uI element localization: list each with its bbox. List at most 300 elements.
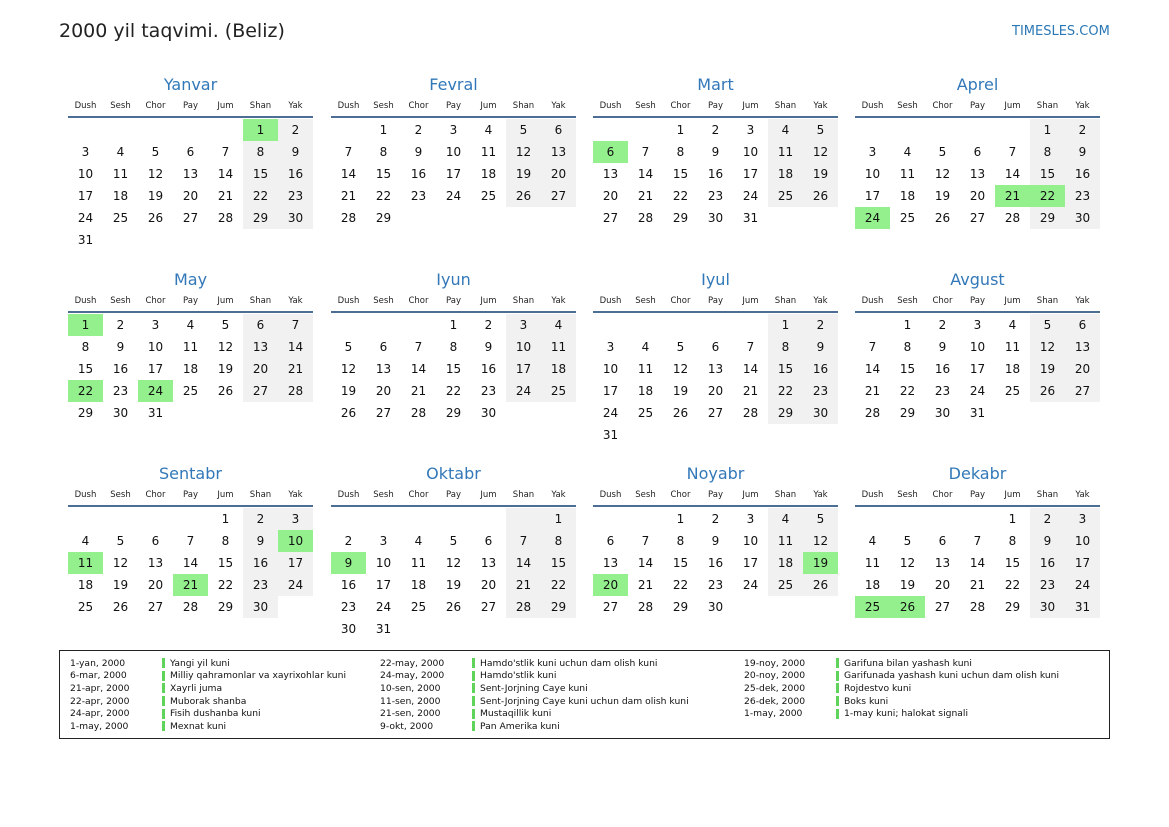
day-cell: 16: [243, 552, 278, 574]
day-cell: 5: [938, 145, 947, 159]
weekday-label: Jum: [217, 101, 234, 111]
week-row: [593, 424, 838, 446]
day-cell: 19: [112, 578, 129, 592]
day-cell: 30: [278, 207, 313, 229]
weekday-header: [593, 485, 838, 507]
weekday-label: Shan: [249, 101, 272, 111]
weekday-label: Jum: [1004, 296, 1021, 306]
day-cell: 20: [243, 358, 278, 380]
empty-cell: [471, 207, 506, 229]
holiday-date: 6-mar, 2000: [70, 670, 127, 682]
day-cell: 19: [899, 578, 916, 592]
weekday-label: Dush: [599, 101, 622, 111]
holiday-date: 24-apr, 2000: [70, 708, 130, 720]
day-cell: 29: [445, 406, 462, 420]
day-cell: 2: [711, 512, 720, 526]
legend-item: [380, 707, 689, 720]
empty-cell: [541, 207, 576, 229]
month-yanvar: [68, 74, 313, 251]
weekday-label: Shan: [774, 490, 797, 500]
day-cell: 3: [379, 534, 388, 548]
week-row: [855, 207, 1100, 229]
day-cell: 7: [746, 340, 755, 354]
month-name: Fevral: [429, 75, 478, 94]
weekday-label: Sesh: [373, 296, 394, 306]
week-row: [593, 552, 838, 574]
day-cell: 9: [1030, 530, 1065, 552]
legend-item: [380, 695, 689, 708]
empty-cell: [208, 119, 243, 141]
day-cell: 2: [1030, 508, 1065, 530]
month-name: Avgust: [950, 270, 1005, 289]
day-cell: 11: [768, 530, 803, 552]
empty-cell: [890, 508, 925, 530]
day-cell: 11: [480, 145, 497, 159]
day-cell: 2: [1065, 119, 1100, 141]
day-cell: 2: [803, 314, 838, 336]
day-cell: 10: [1065, 530, 1100, 552]
empty-cell: [208, 402, 243, 424]
day-cell: 13: [375, 362, 392, 376]
day-cell: 14: [217, 167, 234, 181]
holiday-marker-icon: [472, 658, 475, 668]
week-row: [855, 530, 1100, 552]
day-cell: 28: [278, 380, 313, 402]
legend-item: [70, 707, 346, 720]
day-cell: 19: [340, 384, 357, 398]
day-cell: 23: [278, 185, 313, 207]
weekday-label: Pay: [970, 101, 985, 111]
weekday-label: Sesh: [897, 296, 918, 306]
empty-cell: [995, 119, 1030, 141]
legend-item: [70, 670, 346, 683]
weekday-label: Sesh: [635, 490, 656, 500]
month-may: [68, 269, 313, 424]
empty-cell: [103, 119, 138, 141]
day-cell: 14: [340, 167, 357, 181]
legend-item: [70, 657, 346, 670]
page-title: 2000 yil taqvimi. (Beliz): [59, 20, 285, 42]
weekday-label: Sesh: [635, 296, 656, 306]
day-cell: 20: [375, 384, 392, 398]
day-cell: 27: [147, 600, 164, 614]
weekday-label: Yak: [1075, 490, 1090, 500]
day-cell: 18: [77, 578, 94, 592]
empty-cell: [803, 596, 838, 618]
weekday-header: [855, 291, 1100, 313]
day-cell: 28: [969, 600, 986, 614]
holiday-date: 9-okt, 2000: [380, 720, 434, 732]
day-cell: 16: [410, 167, 427, 181]
day-cell: 25: [768, 574, 803, 596]
empty-cell: [733, 424, 768, 446]
month-noyabr: [593, 463, 838, 618]
day-cell: 5: [221, 318, 230, 332]
day-cell: 17: [742, 167, 759, 181]
empty-cell: [925, 508, 960, 530]
day-cell: 28: [182, 600, 199, 614]
day-cell: 21: [742, 384, 759, 398]
day-cell: 8: [1008, 534, 1017, 548]
empty-cell: [401, 508, 436, 530]
day-cell: 7: [278, 314, 313, 336]
weekday-label: Pay: [970, 490, 985, 500]
weekday-label: Chor: [932, 101, 953, 111]
day-cell: 1: [676, 512, 685, 526]
week-row: [593, 530, 838, 552]
day-cell: 1: [1030, 119, 1065, 141]
weekday-header: [68, 485, 313, 507]
month-name: Dekabr: [948, 464, 1007, 483]
day-cell: 18: [768, 163, 803, 185]
empty-cell: [663, 314, 698, 336]
day-cell: 4: [81, 534, 90, 548]
day-cell: 6: [606, 534, 615, 548]
day-cell: 30: [112, 406, 129, 420]
day-cell: 30: [707, 600, 724, 614]
holiday-marker-icon: [162, 658, 165, 668]
day-cell: 19: [803, 552, 838, 574]
day-cell: 20: [480, 578, 497, 592]
day-cell: 20: [593, 574, 628, 596]
day-cell: 12: [445, 556, 462, 570]
empty-cell: [628, 119, 663, 141]
day-cell: 21: [506, 574, 541, 596]
weekday-label: Dush: [337, 490, 360, 500]
day-cell: 23: [934, 384, 951, 398]
day-cell: 29: [243, 207, 278, 229]
day-cell: 30: [803, 402, 838, 424]
day-cell: 25: [899, 211, 916, 225]
weekday-label: Sesh: [110, 101, 131, 111]
day-cell: 29: [541, 596, 576, 618]
day-cell: 7: [973, 534, 982, 548]
day-cell: 21: [969, 578, 986, 592]
day-cell: 18: [768, 552, 803, 574]
day-cell: 13: [602, 167, 619, 181]
day-cell: 13: [480, 556, 497, 570]
day-cell: 15: [768, 358, 803, 380]
day-cell: 4: [1008, 318, 1017, 332]
empty-cell: [208, 229, 243, 251]
week-row: [68, 163, 313, 185]
day-cell: 24: [138, 380, 173, 402]
day-cell: 6: [973, 145, 982, 159]
day-cell: 16: [707, 556, 724, 570]
weekday-label: Sesh: [897, 490, 918, 500]
day-cell: 9: [711, 534, 720, 548]
week-row: [331, 358, 576, 380]
day-cell: 16: [480, 362, 497, 376]
week-row: [855, 358, 1100, 380]
day-cell: 27: [969, 211, 986, 225]
day-cell: 9: [278, 141, 313, 163]
legend-item: [70, 695, 346, 708]
day-cell: 3: [1065, 508, 1100, 530]
day-cell: 1: [541, 508, 576, 530]
day-cell: 21: [995, 185, 1030, 207]
empty-cell: [401, 618, 436, 640]
day-cell: 5: [803, 508, 838, 530]
day-cell: 1: [68, 314, 103, 336]
weekday-label: Jum: [1004, 101, 1021, 111]
week-row: [331, 574, 576, 596]
day-cell: 11: [899, 167, 916, 181]
week-row: [68, 141, 313, 163]
day-cell: 15: [217, 556, 234, 570]
day-cell: 17: [147, 362, 164, 376]
holiday-date: 1-may, 2000: [744, 708, 803, 720]
day-cell: 9: [803, 336, 838, 358]
month-name: Iyul: [701, 270, 730, 289]
day-cell: 25: [77, 600, 94, 614]
day-cell: 22: [672, 578, 689, 592]
empty-cell: [768, 424, 803, 446]
empty-cell: [593, 508, 628, 530]
day-cell: 23: [707, 189, 724, 203]
month-oktabr: [331, 463, 576, 640]
week-row: [855, 141, 1100, 163]
weekday-label: Sesh: [373, 101, 394, 111]
day-cell: 19: [147, 189, 164, 203]
weekday-label: Dush: [74, 490, 97, 500]
week-row: [68, 402, 313, 424]
day-cell: 21: [864, 384, 881, 398]
legend-item: [380, 670, 689, 683]
week-row: [68, 185, 313, 207]
day-cell: 18: [637, 384, 654, 398]
day-cell: 12: [803, 141, 838, 163]
holiday-date: 19-noy, 2000: [744, 657, 806, 669]
weekday-label: Sesh: [897, 101, 918, 111]
day-cell: 26: [803, 185, 838, 207]
holiday-date: 10-sen, 2000: [380, 682, 441, 694]
month-avgust: [855, 269, 1100, 424]
day-cell: 15: [1030, 163, 1065, 185]
weekday-label: Dush: [337, 101, 360, 111]
weekday-label: Shan: [774, 296, 797, 306]
day-cell: 7: [414, 340, 423, 354]
day-cell: 21: [217, 189, 234, 203]
day-cell: 1: [1008, 512, 1017, 526]
day-cell: 8: [676, 534, 685, 548]
day-cell: 25: [480, 189, 497, 203]
day-cell: 22: [243, 185, 278, 207]
day-cell: 1: [243, 119, 278, 141]
holiday-marker-icon: [836, 683, 839, 693]
week-row: [331, 185, 576, 207]
day-cell: 23: [480, 384, 497, 398]
day-cell: 1: [903, 318, 912, 332]
weekday-label: Pay: [183, 101, 198, 111]
day-cell: 13: [147, 556, 164, 570]
day-cell: 8: [676, 145, 685, 159]
day-cell: 8: [768, 336, 803, 358]
day-cell: 21: [173, 574, 208, 596]
day-cell: 7: [344, 145, 353, 159]
day-cell: 16: [707, 167, 724, 181]
day-cell: 16: [340, 578, 357, 592]
day-cell: 2: [414, 123, 423, 137]
weekday-label: Dush: [337, 296, 360, 306]
weekday-label: Dush: [599, 296, 622, 306]
month-mart: [593, 74, 838, 229]
day-cell: 14: [410, 362, 427, 376]
day-cell: 27: [182, 211, 199, 225]
day-cell: 13: [182, 167, 199, 181]
day-cell: 18: [1004, 362, 1021, 376]
week-row: [331, 618, 576, 640]
day-cell: 5: [449, 534, 458, 548]
day-cell: 2: [116, 318, 125, 332]
day-cell: 29: [1030, 207, 1065, 229]
day-cell: 4: [768, 119, 803, 141]
week-row: [855, 163, 1100, 185]
month-name: Iyun: [436, 270, 471, 289]
week-row: [593, 119, 838, 141]
day-cell: 25: [637, 406, 654, 420]
week-row: [331, 141, 576, 163]
week-row: [331, 596, 576, 618]
day-cell: 23: [707, 578, 724, 592]
empty-cell: [366, 508, 401, 530]
day-cell: 31: [602, 428, 619, 442]
day-cell: 25: [112, 211, 129, 225]
empty-cell: [103, 508, 138, 530]
day-cell: 29: [768, 402, 803, 424]
month-name: Yanvar: [163, 75, 218, 94]
day-cell: 17: [506, 358, 541, 380]
holiday-name: Rojdestvo kuni: [844, 682, 912, 694]
weekday-label: Dush: [861, 490, 884, 500]
day-cell: 26: [803, 574, 838, 596]
holiday-date: 20-noy, 2000: [744, 670, 806, 682]
holiday-marker-icon: [472, 696, 475, 706]
day-cell: 23: [803, 380, 838, 402]
day-cell: 29: [672, 600, 689, 614]
day-cell: 26: [890, 596, 925, 618]
day-cell: 26: [934, 211, 951, 225]
week-row: [593, 185, 838, 207]
empty-cell: [541, 618, 576, 640]
month-name: Noyabr: [686, 464, 745, 483]
weekday-label: Pay: [708, 296, 723, 306]
weekday-header: [68, 291, 313, 313]
day-cell: 27: [707, 406, 724, 420]
weekday-label: Sesh: [110, 490, 131, 500]
day-cell: 10: [77, 167, 94, 181]
weekday-header: [331, 291, 576, 313]
holiday-date: 1-may, 2000: [70, 720, 129, 732]
day-cell: 22: [375, 189, 392, 203]
weekday-label: Chor: [408, 490, 429, 500]
day-cell: 9: [711, 145, 720, 159]
empty-cell: [698, 424, 733, 446]
day-cell: 14: [742, 362, 759, 376]
day-cell: 3: [151, 318, 160, 332]
week-row: [593, 336, 838, 358]
holiday-name: 1-may kuni; halokat signali: [844, 708, 969, 720]
day-cell: 19: [934, 189, 951, 203]
day-cell: 24: [375, 600, 392, 614]
empty-cell: [366, 314, 401, 336]
month-iyun: [331, 269, 576, 424]
day-cell: 3: [278, 508, 313, 530]
empty-cell: [243, 229, 278, 251]
day-cell: 29: [1004, 600, 1021, 614]
holiday-date: 22-may, 2000: [380, 657, 445, 669]
month-sentabr: [68, 463, 313, 618]
empty-cell: [68, 508, 103, 530]
day-cell: 2: [278, 119, 313, 141]
day-cell: 20: [182, 189, 199, 203]
day-cell: 15: [243, 163, 278, 185]
empty-cell: [506, 508, 541, 530]
day-cell: 22: [768, 380, 803, 402]
day-cell: 7: [868, 340, 877, 354]
week-row: [68, 207, 313, 229]
empty-cell: [436, 618, 471, 640]
day-cell: 8: [221, 534, 230, 548]
empty-cell: [890, 119, 925, 141]
empty-cell: [855, 119, 890, 141]
day-cell: 27: [541, 185, 576, 207]
day-cell: 3: [746, 512, 755, 526]
legend-item: [70, 720, 346, 733]
day-cell: 10: [445, 145, 462, 159]
holiday-marker-icon: [836, 671, 839, 681]
empty-cell: [506, 207, 541, 229]
week-row: [855, 185, 1100, 207]
day-cell: 17: [445, 167, 462, 181]
day-cell: 16: [803, 358, 838, 380]
day-cell: 24: [742, 189, 759, 203]
weekday-label: Yak: [551, 490, 566, 500]
day-cell: 24: [506, 380, 541, 402]
weekday-header: [331, 96, 576, 118]
day-cell: 14: [637, 556, 654, 570]
weekday-label: Jum: [742, 101, 759, 111]
weekday-label: Chor: [670, 490, 691, 500]
empty-cell: [138, 119, 173, 141]
day-cell: 11: [637, 362, 654, 376]
day-cell: 1: [676, 123, 685, 137]
weekday-label: Chor: [408, 296, 429, 306]
day-cell: 17: [864, 189, 881, 203]
day-cell: 12: [1030, 336, 1065, 358]
holiday-marker-icon: [162, 696, 165, 706]
weekday-label: Dush: [599, 490, 622, 500]
holiday-name: Sent-Jorjning Caye kuni uchun dam olish kuni: [480, 695, 689, 707]
empty-cell: [995, 402, 1030, 424]
day-cell: 27: [602, 211, 619, 225]
day-cell: 6: [938, 534, 947, 548]
day-cell: 4: [484, 123, 493, 137]
brand-link[interactable]: TIMESLES.COM: [1012, 24, 1110, 39]
day-cell: 23: [112, 384, 129, 398]
legend-item: [744, 682, 1059, 695]
day-cell: 5: [116, 534, 125, 548]
empty-cell: [628, 424, 663, 446]
day-cell: 19: [506, 163, 541, 185]
day-cell: 18: [182, 362, 199, 376]
holiday-date: 1-yan, 2000: [70, 657, 126, 669]
day-cell: 10: [742, 145, 759, 159]
week-row: [855, 336, 1100, 358]
day-cell: 8: [379, 145, 388, 159]
week-row: [593, 380, 838, 402]
day-cell: 10: [742, 534, 759, 548]
